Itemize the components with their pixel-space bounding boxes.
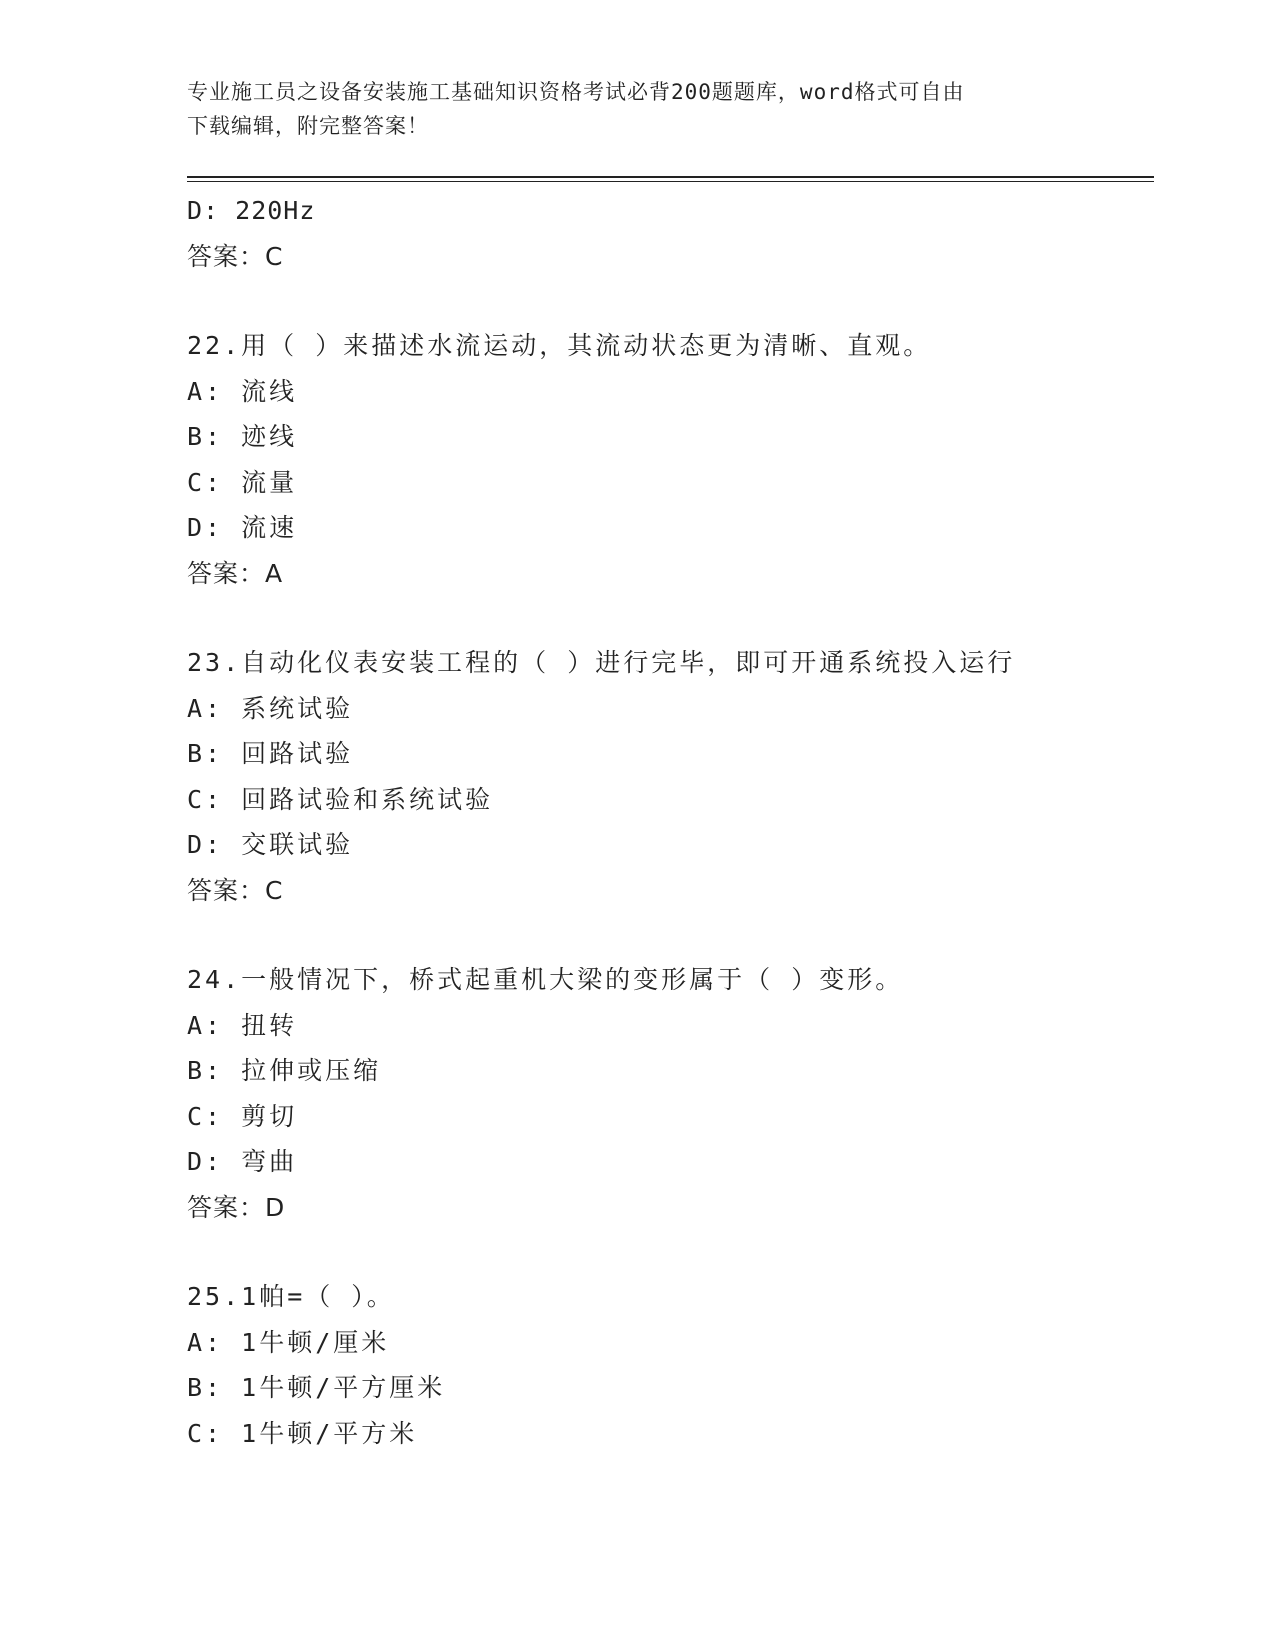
option-d: D: 流速 [187, 513, 298, 542]
document-header [187, 75, 1087, 143]
option-b: B: 1牛顿/平方厘米 [187, 1373, 446, 1402]
option-c: C: 1牛顿/平方米 [187, 1418, 418, 1448]
question-23 [187, 640, 1154, 913]
question-stem: 24.一般情况下，桥式起重机大梁的变形属于（ ）变形。 [187, 965, 904, 994]
document-title-line-1: 专业施工员之设备安装施工基础知识资格考试必背200题题库，word格式可自由 [187, 80, 965, 104]
question-25 [187, 1274, 1154, 1456]
option-d: D: 交联试验 [187, 830, 354, 859]
option-d: D: 弯曲 [187, 1147, 298, 1176]
option-a: A: 扭转 [187, 1010, 298, 1040]
answer: 答案：C [187, 875, 284, 905]
header-rule-thin [187, 181, 1154, 182]
option-a: A: 流线 [187, 376, 298, 406]
question-24 [187, 957, 1154, 1230]
question-stem: 23.自动化仪表安装工程的（ ）进行完毕，即可开通系统投入运行 [187, 648, 1016, 677]
answer: 答案：D [187, 1192, 286, 1222]
document-title-line-2: 下载编辑，附完整答案！ [187, 114, 429, 138]
option-c: C: 剪切 [187, 1101, 298, 1131]
option-b: B: 拉伸或压缩 [187, 1056, 382, 1085]
option-b: B: 回路试验 [187, 739, 354, 768]
option-b: B: 迹线 [187, 422, 298, 451]
header-rule-thick [187, 176, 1154, 178]
answer: 答案：A [187, 558, 284, 588]
question-stem: 22.用（ ）来描述水流运动，其流动状态更为清晰、直观。 [187, 331, 932, 360]
question-22 [187, 323, 1154, 596]
option-a: A: 1牛顿/厘米 [187, 1327, 390, 1357]
option-a: A: 系统试验 [187, 693, 354, 723]
question-stem: 25.1帕=（ ）。 [187, 1282, 395, 1311]
answer-previous: 答案：C [187, 241, 284, 271]
option-d-previous: D: 220Hz [187, 196, 316, 225]
question-list [187, 188, 1154, 1456]
option-c: C: 回路试验和系统试验 [187, 784, 494, 814]
option-c: C: 流量 [187, 467, 298, 497]
